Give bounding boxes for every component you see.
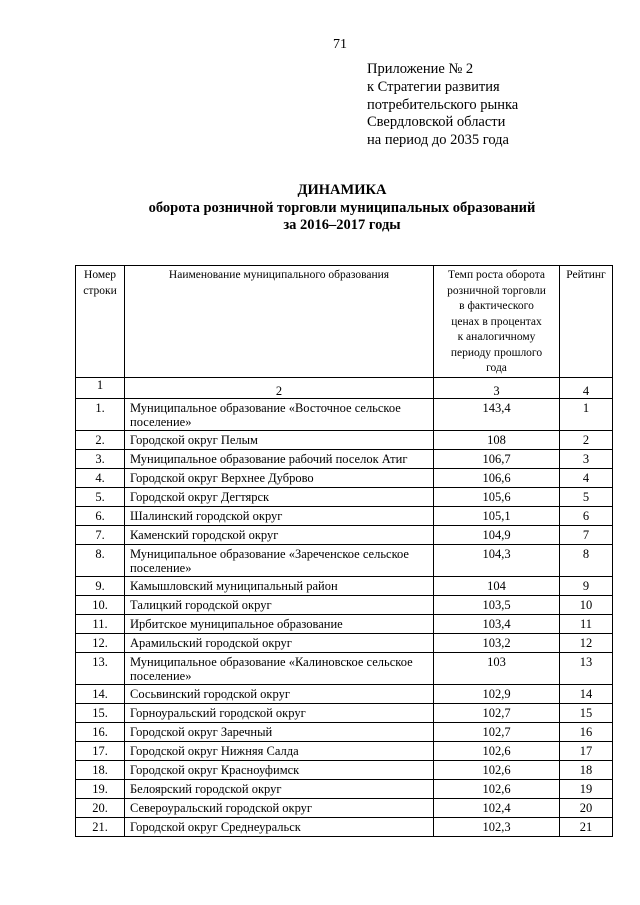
growth-rate-cell: 102,3 bbox=[434, 817, 560, 836]
table-row bbox=[76, 506, 613, 525]
rating-cell: 12 bbox=[560, 633, 613, 652]
rating-cell: 14 bbox=[560, 684, 613, 703]
row-number-cell: 1. bbox=[76, 398, 125, 430]
table-row bbox=[76, 703, 613, 722]
rating-cell: 13 bbox=[560, 652, 613, 684]
growth-rate-cell: 105,6 bbox=[434, 487, 560, 506]
municipality-name-cell: Каменский городской округ bbox=[125, 525, 434, 544]
table-row bbox=[76, 398, 613, 430]
growth-rate-cell: 106,6 bbox=[434, 468, 560, 487]
municipality-name-cell: Муниципальное образование «Восточное сельское поселение» bbox=[125, 398, 434, 430]
table-body bbox=[76, 398, 613, 836]
municipality-name-cell: Сосьвинский городской округ bbox=[125, 684, 434, 703]
row-number-cell: 21. bbox=[76, 817, 125, 836]
municipality-name-cell: Городской округ Пелым bbox=[125, 430, 434, 449]
municipality-name-cell: Камышловский муниципальный район bbox=[125, 576, 434, 595]
rating-cell: 11 bbox=[560, 614, 613, 633]
table-row bbox=[76, 449, 613, 468]
table-row bbox=[76, 525, 613, 544]
growth-rate-cell: 104,3 bbox=[434, 544, 560, 576]
rating-cell: 10 bbox=[560, 595, 613, 614]
growth-rate-cell: 102,9 bbox=[434, 684, 560, 703]
row-number-cell: 8. bbox=[76, 544, 125, 576]
table-row bbox=[76, 798, 613, 817]
title-line-1: ДИНАМИКА bbox=[297, 182, 387, 198]
table-header-row bbox=[76, 266, 613, 378]
rating-cell: 9 bbox=[560, 576, 613, 595]
rating-cell: 21 bbox=[560, 817, 613, 836]
municipality-name-cell: Талицкий городской округ bbox=[125, 595, 434, 614]
row-number-cell: 11. bbox=[76, 614, 125, 633]
table-row bbox=[76, 633, 613, 652]
rating-cell: 16 bbox=[560, 722, 613, 741]
municipality-name-cell: Шалинский городской округ bbox=[125, 506, 434, 525]
appendix-line: к Стратегии развития bbox=[367, 78, 500, 95]
rating-cell: 19 bbox=[560, 779, 613, 798]
growth-rate-cell: 103,2 bbox=[434, 633, 560, 652]
row-number-cell: 2. bbox=[76, 430, 125, 449]
rating-cell: 20 bbox=[560, 798, 613, 817]
table-row bbox=[76, 595, 613, 614]
retail-turnover-table bbox=[75, 265, 613, 837]
rating-cell: 15 bbox=[560, 703, 613, 722]
row-number-cell: 9. bbox=[76, 576, 125, 595]
column-number: 4 bbox=[560, 377, 613, 398]
growth-rate-cell: 103,4 bbox=[434, 614, 560, 633]
rating-cell: 17 bbox=[560, 741, 613, 760]
rating-cell: 4 bbox=[560, 468, 613, 487]
table-row bbox=[76, 430, 613, 449]
rating-cell: 1 bbox=[560, 398, 613, 430]
rating-cell: 3 bbox=[560, 449, 613, 468]
growth-rate-cell: 105,1 bbox=[434, 506, 560, 525]
document-title bbox=[0, 182, 640, 235]
growth-rate-cell: 103,5 bbox=[434, 595, 560, 614]
header-row-number: Номер строки bbox=[76, 266, 125, 378]
rating-cell: 6 bbox=[560, 506, 613, 525]
table-row bbox=[76, 544, 613, 576]
appendix-line: Приложение № 2 bbox=[367, 61, 474, 77]
row-number-cell: 17. bbox=[76, 741, 125, 760]
row-number-cell: 19. bbox=[76, 779, 125, 798]
header-growth-rate: Темп роста оборота розничной торговли в фактического ценах в процентах к аналогичному периоду прошлого года bbox=[434, 266, 560, 378]
municipality-name-cell: Городской округ Дегтярск bbox=[125, 487, 434, 506]
municipality-name-cell: Муниципальное образование «Калиновское сельское поселение» bbox=[125, 652, 434, 684]
growth-rate-cell: 102,6 bbox=[434, 779, 560, 798]
growth-rate-cell: 104,9 bbox=[434, 525, 560, 544]
row-number-cell: 10. bbox=[76, 595, 125, 614]
row-number-cell: 7. bbox=[76, 525, 125, 544]
row-number-cell: 18. bbox=[76, 760, 125, 779]
header-rating: Рейтинг bbox=[560, 266, 613, 378]
row-number-cell: 5. bbox=[76, 487, 125, 506]
growth-rate-cell: 102,4 bbox=[434, 798, 560, 817]
row-number-cell: 15. bbox=[76, 703, 125, 722]
municipality-name-cell: Муниципальное образование рабочий поселок Атиг bbox=[125, 449, 434, 468]
column-number: 3 bbox=[434, 377, 560, 398]
table-row bbox=[76, 779, 613, 798]
table-row bbox=[76, 468, 613, 487]
growth-rate-cell: 102,6 bbox=[434, 741, 560, 760]
title-line-2: оборота розничной торговли муниципальных образований bbox=[148, 199, 536, 216]
rating-cell: 5 bbox=[560, 487, 613, 506]
rating-cell: 2 bbox=[560, 430, 613, 449]
table-row bbox=[76, 487, 613, 506]
table-row bbox=[76, 576, 613, 595]
row-number-cell: 6. bbox=[76, 506, 125, 525]
title-line-3: за 2016–2017 годы bbox=[283, 217, 401, 233]
growth-rate-cell: 106,7 bbox=[434, 449, 560, 468]
municipality-name-cell: Городской округ Заречный bbox=[125, 722, 434, 741]
table-row bbox=[76, 741, 613, 760]
table-row bbox=[76, 817, 613, 836]
rating-cell: 18 bbox=[560, 760, 613, 779]
row-number-cell: 3. bbox=[76, 449, 125, 468]
row-number-cell: 16. bbox=[76, 722, 125, 741]
column-number: 2 bbox=[125, 377, 434, 398]
municipality-name-cell: Арамильский городской округ bbox=[125, 633, 434, 652]
row-number-cell: 13. bbox=[76, 652, 125, 684]
row-number-cell: 12. bbox=[76, 633, 125, 652]
municipality-name-cell: Североуральский городской округ bbox=[125, 798, 434, 817]
page-number: 71 bbox=[333, 37, 347, 52]
municipality-name-cell: Городской округ Красноуфимск bbox=[125, 760, 434, 779]
table-row bbox=[76, 652, 613, 684]
table-row bbox=[76, 760, 613, 779]
municipality-name-cell: Горноуральский городской округ bbox=[125, 703, 434, 722]
municipality-name-cell: Муниципальное образование «Зареченское сельское поселение» bbox=[125, 544, 434, 576]
municipality-name-cell: Городской округ Среднеуральск bbox=[125, 817, 434, 836]
appendix-line: потребительского рынка bbox=[367, 96, 519, 113]
growth-rate-cell: 108 bbox=[434, 430, 560, 449]
appendix-note bbox=[367, 61, 518, 150]
growth-rate-cell: 104 bbox=[434, 576, 560, 595]
row-number-cell: 20. bbox=[76, 798, 125, 817]
growth-rate-cell: 102,7 bbox=[434, 703, 560, 722]
row-number-cell: 14. bbox=[76, 684, 125, 703]
municipality-name-cell: Городской округ Верхнее Дуброво bbox=[125, 468, 434, 487]
growth-rate-cell: 102,6 bbox=[434, 760, 560, 779]
table-row bbox=[76, 684, 613, 703]
growth-rate-cell: 102,7 bbox=[434, 722, 560, 741]
rating-cell: 8 bbox=[560, 544, 613, 576]
header-municipality-name: Наименование муниципального образования bbox=[125, 266, 434, 378]
table-row bbox=[76, 722, 613, 741]
column-number-row bbox=[76, 377, 613, 398]
appendix-line: Свердловской области bbox=[367, 114, 506, 131]
table-row bbox=[76, 614, 613, 633]
appendix-line: на период до 2035 года bbox=[367, 132, 509, 149]
municipality-name-cell: Белоярский городской округ bbox=[125, 779, 434, 798]
growth-rate-cell: 103 bbox=[434, 652, 560, 684]
column-number: 1 bbox=[76, 377, 125, 398]
municipality-name-cell: Ирбитское муниципальное образование bbox=[125, 614, 434, 633]
row-number-cell: 4. bbox=[76, 468, 125, 487]
rating-cell: 7 bbox=[560, 525, 613, 544]
municipality-name-cell: Городской округ Нижняя Салда bbox=[125, 741, 434, 760]
growth-rate-cell: 143,4 bbox=[434, 398, 560, 430]
